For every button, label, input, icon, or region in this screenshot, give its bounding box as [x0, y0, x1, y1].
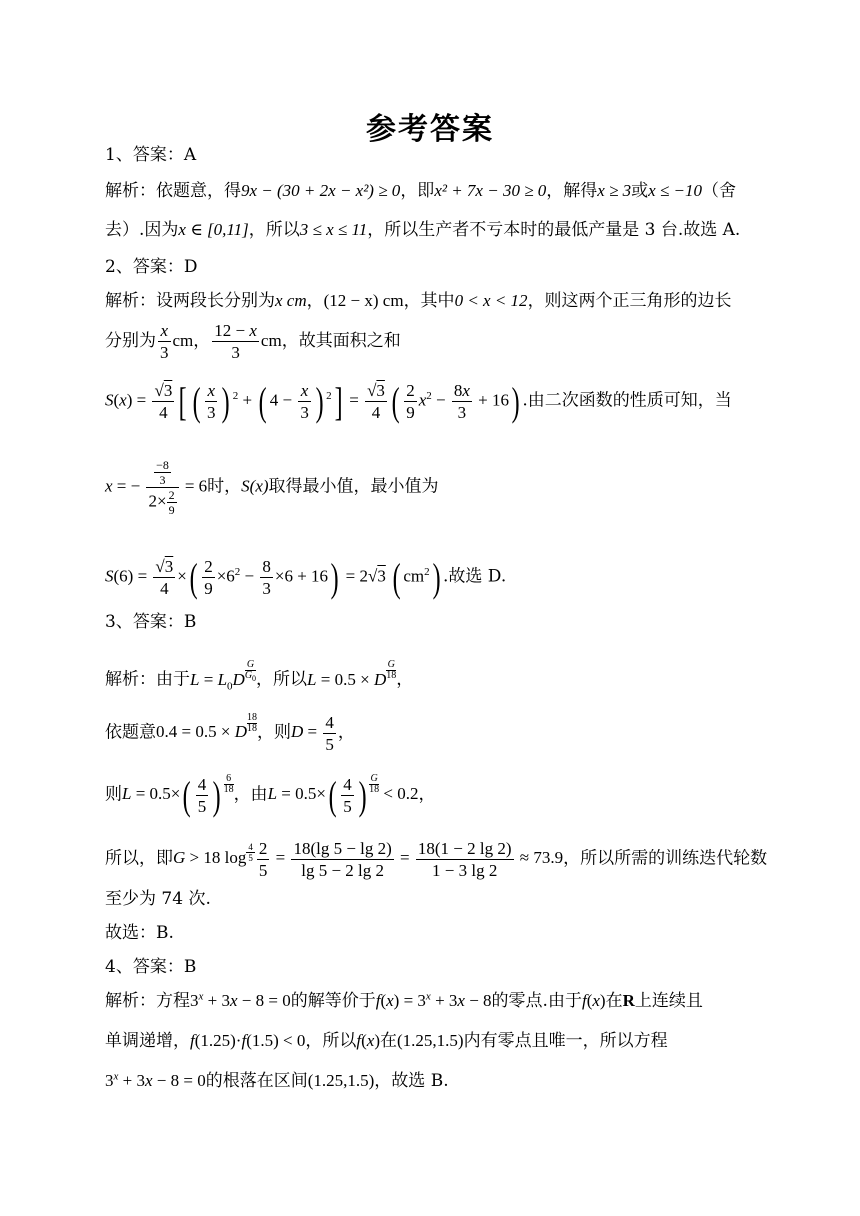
q1-line1: 解析：依题意，得9x − (30 + 2x − x²) ≥ 0，即x² + 7x − 30 ≥ 0，解得x ≥ 3或x ≤ −10（舍 [105, 181, 737, 201]
q2-answer: 2、答案：D [105, 257, 198, 277]
q3-line5: 至少为 74 次. [105, 889, 211, 909]
page-title: 参考答案 [366, 112, 494, 147]
q1-line2: 去）.因为x ∈ [0,11]，所以3 ≤ x ≤ 11，所以生产者不亏本时的最低产量是 3 台.故选 A. [105, 220, 741, 240]
q2-line2: 分别为 $\frac{x}{3}$ cm， $\frac{12 - x}{3}$ cm，故其面积之和 [105, 321, 401, 362]
q2-vertex-formula: x = − $\frac{-8}{3}$ 2× $\frac{2}{9}$ = 6时，S(x)取得最小值，最小值为 [105, 458, 439, 517]
q2-area-formula: S(x) = $\frac{√3}{4}$ [ ( $\frac{x}{3}$ ) $^2$ + ( 4 − $\frac{x}{3}$ ) $^2$] = $\frac{√3}{4}$ ( $\frac{2}{9}$ $x^2$ − $\frac{8x}{3}$ + 16) .由二次函数的性质可知，当 [105, 378, 732, 424]
q1-answer: 1、答案：A [105, 145, 197, 165]
q3-line1: 解析：由于$L = L_0D$ $\frac{G}{G_0}$ ，所以L = 0.5 × D $\frac{G}{18}$ ， [105, 659, 414, 693]
q3-answer: 3、答案：B [105, 612, 197, 632]
q3-line2: 依题意0.4 = 0.5 × D $\frac{18}{18}$ ，则D = $\frac{4}{5}$ ， [105, 711, 355, 754]
q3-line6: 故选：B. [105, 923, 174, 943]
q4-line2: 单调递增，f(1.25)·f(1.5) < 0，所以f(x)在(1.25,1.5)内有零点且唯一，所以方程 [105, 1031, 668, 1051]
q4-line3: $3^x + 3x - 8 = 0$的根落在区间(1.25,1.5)，故选 B. [105, 1070, 449, 1091]
q2-line1: 解析：设两段长分别为x cm，(12 − x) cm，其中0 < x < 12，则这两个正三角形的边长 [105, 291, 732, 311]
q4-answer: 4、答案：B [105, 957, 197, 977]
q3-line4: 所以，即G > 18 log $_{\frac{4}{5}}$ $\frac{2}{5}$ = $\frac{18(\lg 5 - \lg 2)}{\lg 5 - 2 \lg 2}$ = $\frac{18(1 - 2 \lg 2)}{1 - 3 \lg 2}$ ≈ 73.9，所以所需的训练迭代轮数 [105, 839, 768, 880]
q4-line1: 解析：方程$3^x + 3x - 8 = 0$的解等价于$f(x) = 3^x + 3x - 8$的零点.由于f(x)在R上连续且 [105, 990, 703, 1011]
q2-min-formula: S(6) = $\frac{√3}{4}$ ×( $\frac{2}{9}$ $\times 6^2$ − $\frac{8}{3}$ ×6 + 16) = 2√3 ( $cm^2$) .故选 D. [105, 554, 507, 600]
q3-line3: 则L = 0.5×( $\frac{4}{5}$ ) $\frac{6}{18}$ ，由L = 0.5×( $\frac{4}{5}$ ) $\frac{G}{18}$ < 0.2， [105, 772, 436, 818]
